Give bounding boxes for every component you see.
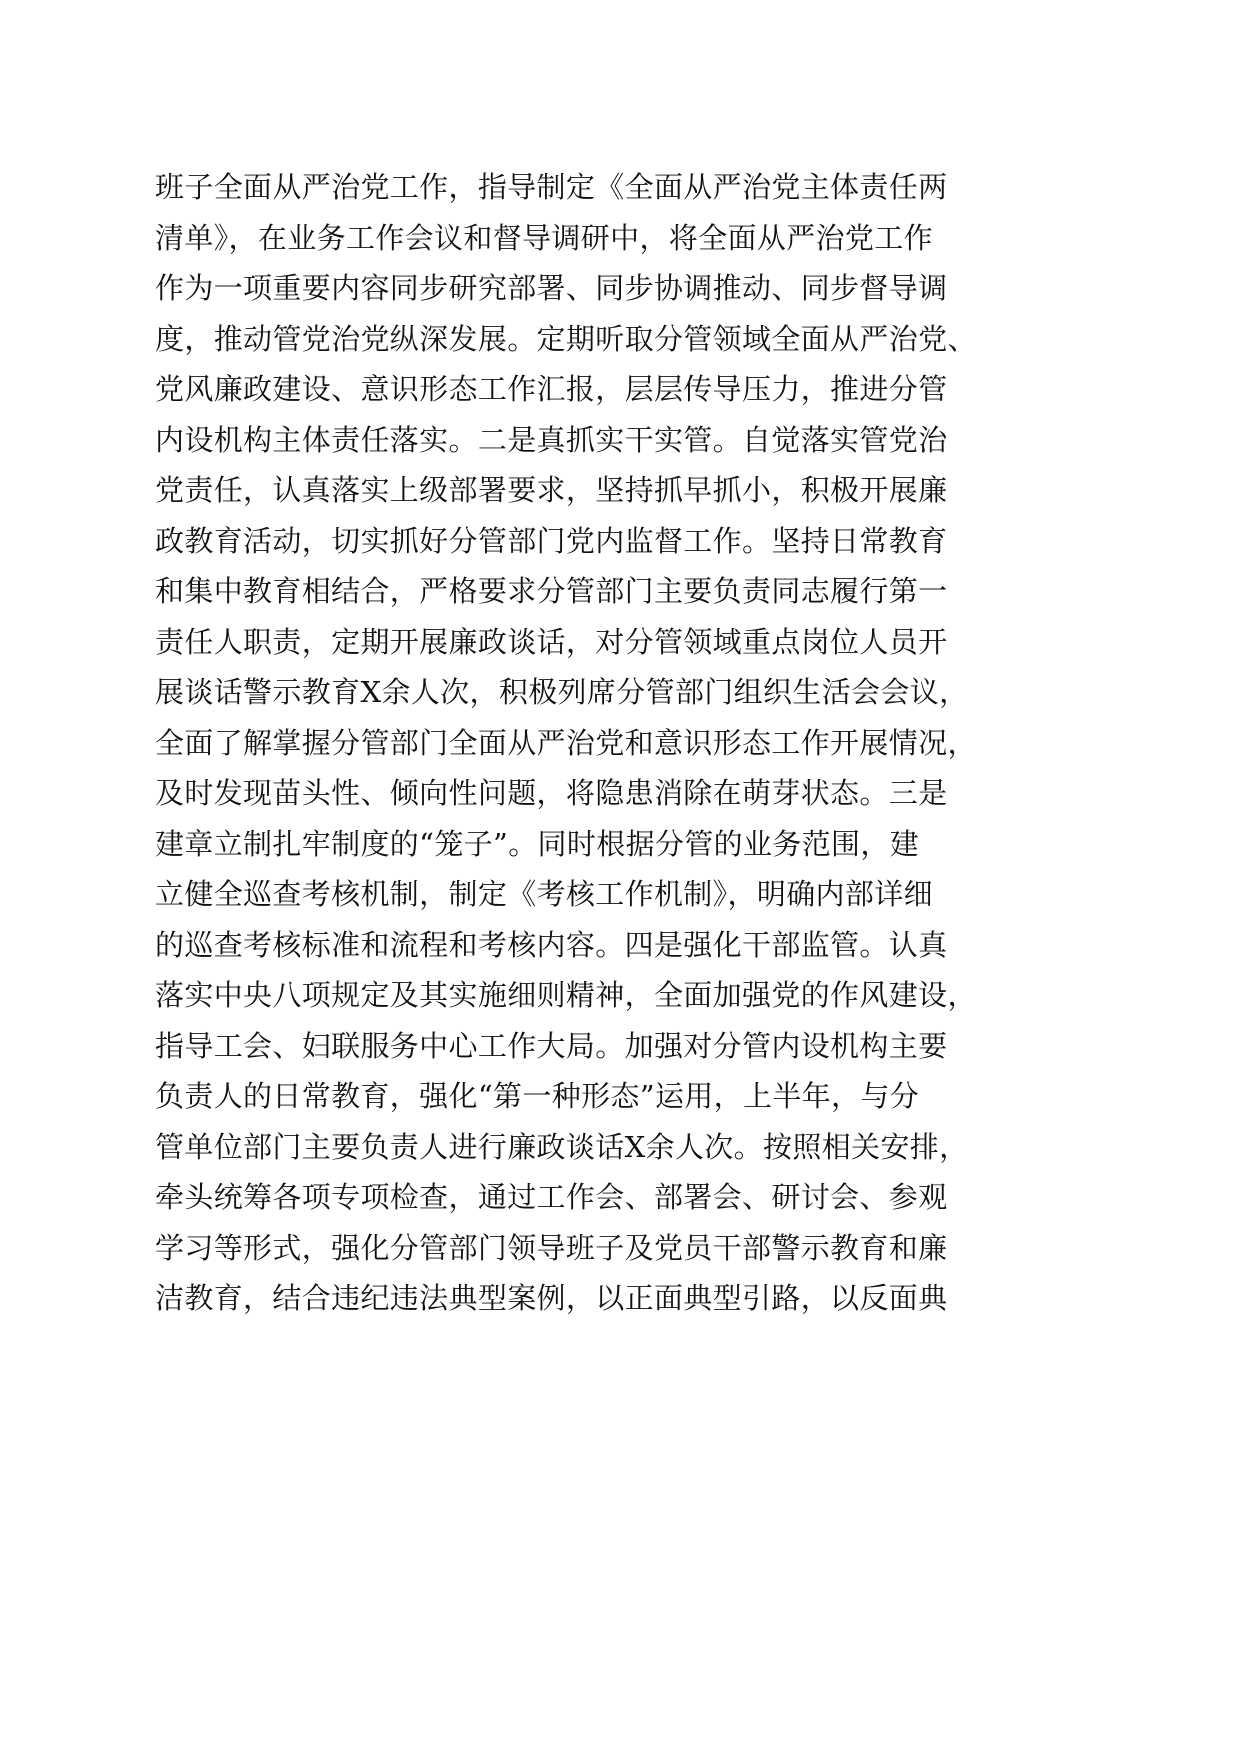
text-line: 建章立制扎牢制度的“笼子”。同时根据分管的业务范围，建: [155, 826, 920, 861]
text-line: 内设机构主体责任落实。二是真抓实干实管。自觉落实管党治: [155, 422, 948, 457]
text-line: 负责人的日常教育，强化“第一种形态”运用，上半年，与分: [155, 1079, 920, 1113]
text-line: 洁教育，结合违纪违法典型案例，以正面典型引路，以反面典: [155, 1281, 948, 1315]
body-paragraph: [155, 162, 1095, 1324]
text-line: 学习等形式，强化分管部门领导班子及党员干部警示教育和廉: [155, 1230, 948, 1265]
text-line: 牵头统筹各项专项检查，通过工作会、部署会、研讨会、参观: [155, 1180, 948, 1214]
text-line: 度，推动管党治党纵深发展。定期听取分管领域全面从严治党、: [155, 321, 977, 356]
text-line: 全面了解掌握分管部门全面从严治党和意识形态工作开展情况，: [155, 725, 977, 760]
text-line: 和集中教育相结合，严格要求分管部门主要负责同志履行第一: [155, 574, 948, 608]
text-line: 落实中央八项规定及其实施细则精神，全面加强党的作风建设，: [155, 978, 977, 1012]
text-line: 展谈话警示教育X余人次，积极列席分管部门组织生活会会议，: [155, 675, 969, 709]
text-line: 政教育活动，切实抓好分管部门党内监督工作。坚持日常教育: [155, 523, 948, 558]
text-line: 党风廉政建设、意识形态工作汇报，层层传导压力，推进分管: [155, 372, 948, 406]
text-line: 指导工会、妇联服务中心工作大局。加强对分管内设机构主要: [155, 1028, 948, 1063]
text-line: 及时发现苗头性、倾向性问题，将隐患消除在萌芽状态。三是: [155, 776, 948, 810]
text-line: 清单》，在业务工作会议和督导调研中，将全面从严治党工作: [155, 220, 933, 255]
text-line: 党责任，认真落实上级部署要求，坚持抓早抓小，积极开展廉: [155, 473, 948, 507]
text-line: 立健全巡查考核机制，制定《考核工作机制》，明确内部详细: [155, 877, 933, 911]
text-line: 班子全面从严治党工作，指导制定《全面从严治党主体责任两: [155, 170, 948, 204]
text-line: 作为一项重要内容同步研究部署、同步协调推动、同步督导调: [155, 271, 948, 305]
text-line: 的巡查考核标准和流程和考核内容。四是强化干部监管。认真: [155, 927, 948, 962]
text-line: 责任人职责，定期开展廉政谈话，对分管领域重点岗位人员开: [155, 624, 948, 659]
text-line: 管单位部门主要负责人进行廉政谈话X余人次。按照相关安排，: [155, 1129, 969, 1164]
